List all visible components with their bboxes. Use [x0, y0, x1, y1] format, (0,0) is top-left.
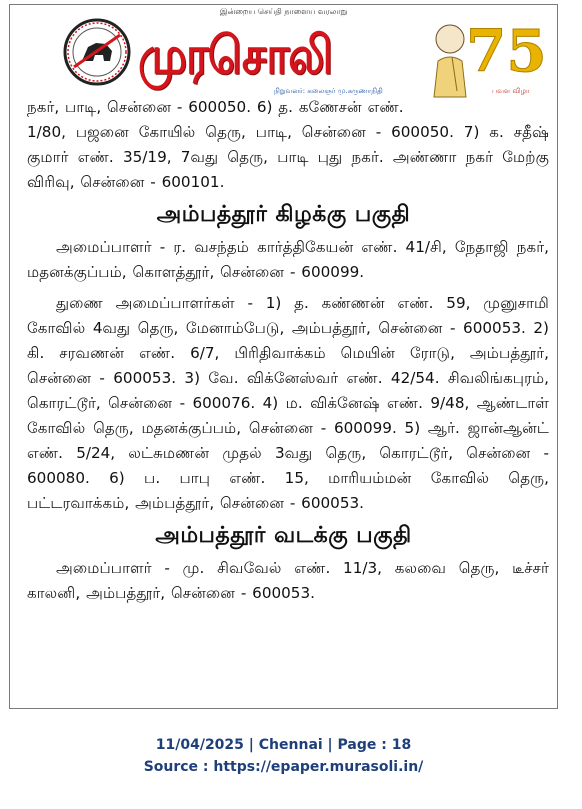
anniversary-badge-icon — [422, 9, 547, 99]
intro-cut-line: நகர், பாடி, சென்னை - 600050. 6) த. கணேசன் எண். — [27, 98, 404, 116]
section-heading-ambattur-east: அம்பத்தூர் கிழக்கு பகுதி — [156, 202, 411, 227]
intro-paragraph: 1/80, பஜனை கோயில் தெரு, பாடி, சென்னை - 600050. 7) க. சதீஷ் குமார் எண். 35/19, 7வது தெரு, பாடி புது நகர். அண்ணா நகர் மேற்கு விரிவு, சென்னை - 600101. — [27, 123, 549, 191]
footer-source-line: Source : https://epaper.murasoli.in/ — [143, 759, 424, 775]
section2-organizer-paragraph: அமைப்பாளர் - மு. சிவவேல் எண். 11/3, கலவை தெரு, டீச்சர் காலனி, அம்பத்தூர், சென்னை - 600053. — [27, 559, 549, 602]
footer-date-line: 11/04/2025 | Chennai | Page : 18 — [155, 737, 412, 753]
masthead-title: முரசொலி — [138, 25, 332, 86]
article-body — [10, 98, 557, 606]
anniversary-number: 75 — [466, 17, 547, 85]
clipping-frame — [9, 4, 558, 709]
anniversary-label: பவள விழா — [492, 87, 530, 95]
masthead-tagline: இன்றைய செய்தி நாளைய வரலாறு — [219, 7, 348, 16]
masthead — [10, 5, 557, 107]
section1-organizer-paragraph: அமைப்பாளர் - ர. வசந்தம் கார்த்திகேயன் எண். 41/சி, நேதாஜி நகர், மதனக்குப்பம், கொளத்தூர், சென்னை - 600099. — [27, 238, 549, 281]
section1-deputies-paragraph: துணை அமைப்பாளர்கள் - 1) த. கண்ணன் எண். 59, முனுசாமி கோவில் 4வது தெரு, மேனாம்பேடு, அம்பத்தூர், சென்னை - 600053. 2) கி. சரவணன் எண். 6/7, பிரிதிவாக்கம் மெயின் ரோடு, அம்பத்தூர், சென்னை - 600053. 3) வே. விக்னேஸ்வர் எண். 42/54. சிவலிங்கபுரம், கொரட்டூர், சென்னை - 600076. 4) ம. விக்னேஷ் எண். 9/48, ஆண்டாள் கோவில் தெரு, மதனக்குப்பம், சென்னை - 600099. 5) ஆர். ஜான்ஆன்ட் எண். 5/24, லட்சுமணன் முதல் 3வது தெரு, கொரட்டூர், சென்னை - 600080. 6) ப. பாபு எண். 15, மாரியம்மன் கோவில் தெரு, பட்டரவாக்கம், அம்பத்தூர், சென்னை - 600053. — [27, 294, 549, 512]
founder-line: நிறுவனர்: கலைஞர் மு.கருணாநிதி — [274, 87, 383, 95]
section-heading-ambattur-north: அம்பத்தூர் வடக்கு பகுதி — [155, 523, 412, 548]
party-emblem-icon — [62, 17, 132, 87]
